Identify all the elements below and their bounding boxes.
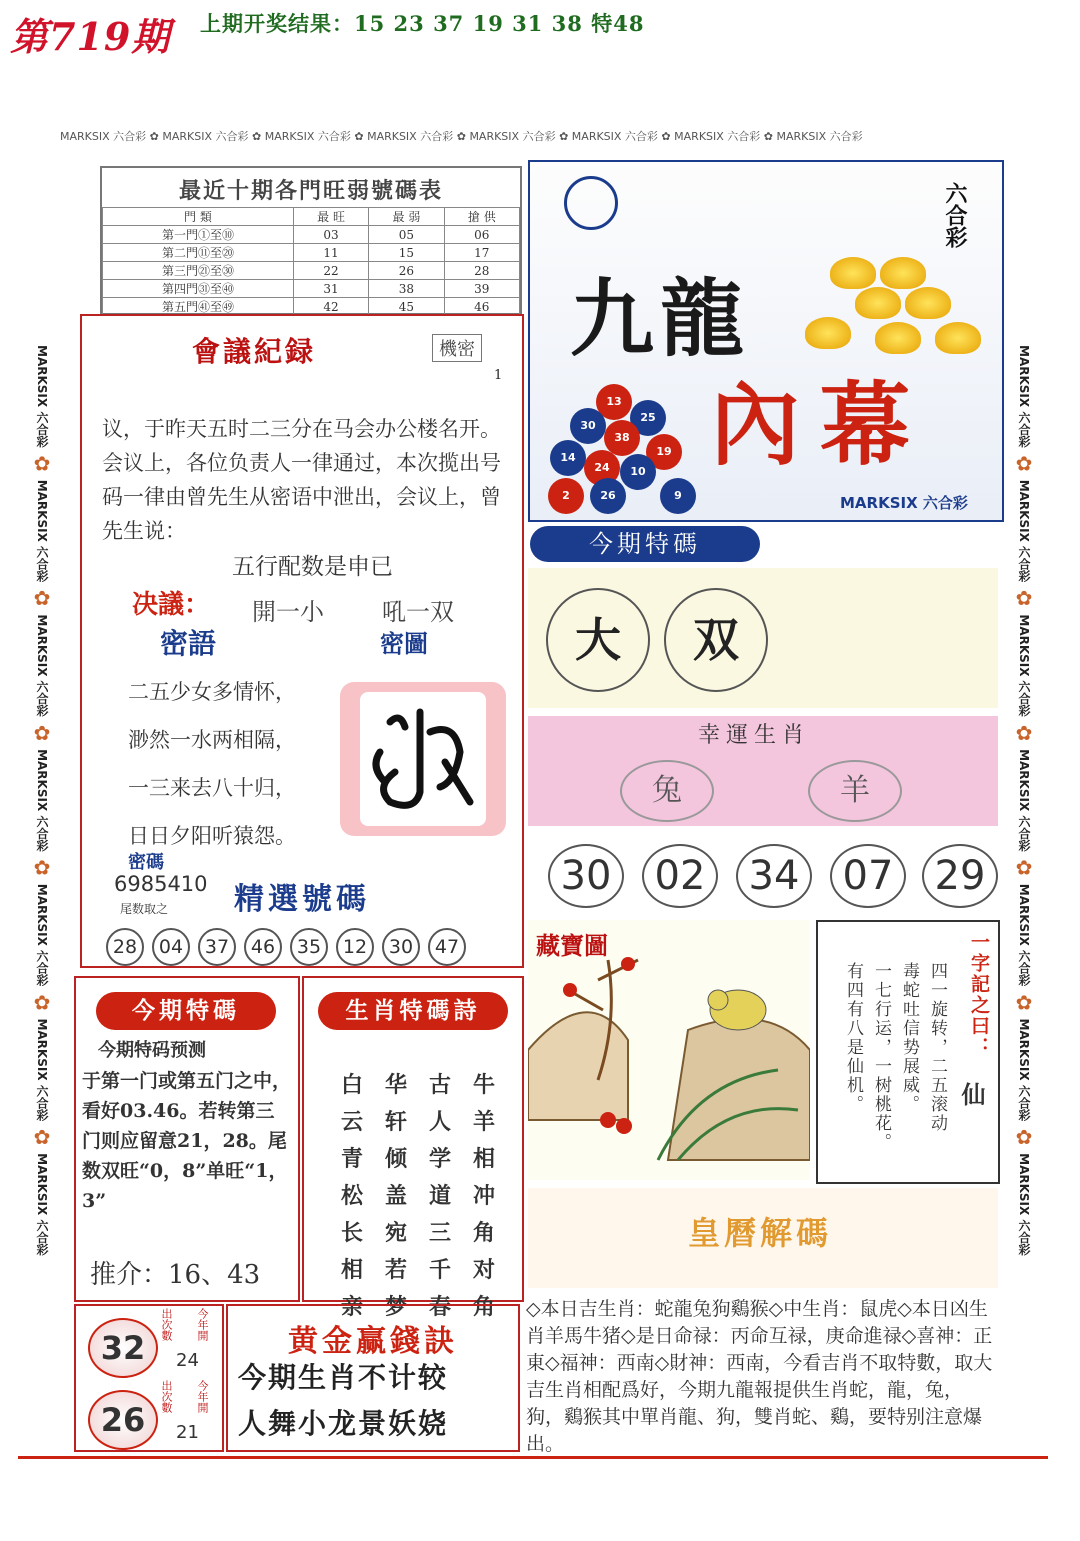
pool-ball: 25 (630, 400, 666, 436)
special-code-box (528, 568, 998, 708)
zodiac-poem-title: 生肖特碼詩 (318, 992, 508, 1030)
pool-ball: 9 (660, 478, 696, 514)
secret-poem: 二五少女多情怀， 渺然一水两相隔， 一三来去八十归， 日日夕阳听猿怨。 (128, 680, 296, 848)
poem-char: 学 (428, 1146, 451, 1172)
previous-result: 上期开奖结果：15 23 37 19 31 38 特48 (200, 11, 645, 36)
bottom-rule (18, 1456, 1048, 1459)
poem-char: 冲 (472, 1183, 495, 1209)
emblem-icon (564, 176, 618, 230)
number-ball: 04 (152, 928, 190, 966)
pool-ball: 26 (590, 478, 626, 514)
pool-ball: 10 (620, 454, 656, 490)
number-ball: 28 (106, 928, 144, 966)
meeting-title: 會議紀録 (192, 335, 317, 368)
table-row: 第四門㉛至㊵ 31 38 39 (103, 280, 520, 298)
poem-char: 长 (340, 1220, 363, 1246)
issue-number: 第719期 (10, 14, 171, 59)
treasure-map (528, 920, 810, 1180)
poem-char: 道 (428, 1183, 451, 1209)
poem-char: 古 (428, 1072, 451, 1098)
mima-note: 尾数取之 (120, 902, 169, 916)
poem-char: 牛 (472, 1072, 495, 1098)
resolve-label: 决議： (132, 590, 211, 620)
gold-line: 人舞小龙景妖娆 (238, 1407, 449, 1440)
poem-char: 松 (340, 1183, 363, 1209)
logo-title: 九龍 (570, 269, 751, 368)
number-ball: 12 (336, 928, 374, 966)
gold-ingot-icon (805, 317, 851, 349)
count-label: 出次數 (160, 1380, 173, 1413)
count-label: 今年開 (196, 1308, 209, 1341)
riddle-col: 一七行运，一树桃花。 (871, 962, 891, 1152)
riddle-col: 有四有八是仙机。 (843, 962, 863, 1114)
double-ball: 双 (664, 588, 768, 692)
pool-ball: 19 (646, 434, 682, 470)
pool-ball: 24 (584, 450, 620, 486)
mitu-label: 密圖 (380, 629, 428, 658)
count-ball: 26 (88, 1390, 158, 1450)
count-value: 24 (176, 1350, 199, 1371)
poem-char: 春 (428, 1294, 451, 1320)
prediction-body: 于第一门或第五门之中，看好03.46。若转第三门则应留意21，28。尾数双旺“0，8”单旺“1，3” (82, 1070, 292, 1212)
zodiac-poem (302, 976, 524, 1320)
gold-ingot-icon (935, 322, 981, 354)
riddle-col: 四一旋转，二五滚动 (927, 962, 947, 1133)
count-value: 21 (176, 1422, 199, 1443)
number-ball: 37 (198, 928, 236, 966)
big-ball: 大 (546, 588, 650, 692)
poem-char: 三 (428, 1220, 451, 1246)
almanac-body: ◇本日吉生肖：蛇龍兔狗鷄猴◇中生肖：鼠虎◇本日凶生肖羊馬牛猪◇是日命禄：丙命互禄，庚命進禄◇喜神：正東◇福神：西南◇財神：西南，今看吉肖不取特數，取大吉生肖相配爲好，今期九龍報提供生肖蛇，龍，兔，狗，鷄猴其中單肖龍、狗，雙肖蛇、鷄，要特别注意爆出。 (526, 1298, 993, 1455)
poem-char: 千 (428, 1257, 451, 1283)
poem-char: 对 (472, 1257, 495, 1283)
riddle-side: 一字記之曰： (968, 932, 990, 1058)
poem-char: 人 (428, 1109, 451, 1135)
meeting-record (80, 314, 524, 968)
gold-ingot-icon (855, 287, 901, 319)
poem-grid (330, 1068, 506, 1321)
lucky-title: 幸運生肖 (698, 723, 811, 748)
poem-char: 盖 (384, 1183, 407, 1209)
marksix-vertical: 六合彩 (942, 182, 968, 248)
top-border: MARKSIX 六合彩 ✿ MARKSIX 六合彩 ✿ MARKSIX 六合彩 ✿ MARKSIX 六合彩 ✿ MARKSIX 六合彩 ✿ MARKSIX 六合彩 ✿ MARKSIX 六合彩 ✿ MARKSIX 六合彩 (60, 130, 863, 143)
number-ball: 35 (290, 928, 328, 966)
number-ball: 47 (428, 928, 466, 966)
poem-char: 梦 (384, 1294, 407, 1320)
poem-char: 白 (340, 1072, 363, 1098)
recommend: 推介：16、43 (90, 1260, 261, 1290)
riddle-answer: 仙 (957, 1082, 986, 1108)
gold-ingot-icon (905, 287, 951, 319)
right-border: MARKSIX 六合彩 ✿ MARKSIX 六合彩 ✿ MARKSIX 六合彩 ✿ MARKSIX 六合彩 ✿ MARKSIX 六合彩 ✿ MARKSIX 六合彩 ✿ MARKSIX 六合彩 (1012, 344, 1036, 1256)
col-header: 搶 供 (444, 208, 519, 226)
meeting-body: 议，于昨天五时二三分在马会办公楼名开。会议上，各位负责人一律通过，本次揽出号码一律由曾先生从密语中泄出，会议上，曾先生说： (102, 417, 501, 543)
special-title: 今期特碼 (96, 992, 276, 1030)
logo-subtitle: 內幕 (710, 372, 930, 478)
marksix-footer: MARKSIX 六合彩 (840, 494, 968, 512)
poem-char: 云 (340, 1109, 363, 1135)
count-label: 出次數 (160, 1308, 173, 1341)
pool-ball: 14 (550, 440, 586, 476)
riddle-col: 毒蛇吐信势展威。 (899, 962, 919, 1114)
gold-ingot-icon (880, 257, 926, 289)
secret-picture (340, 682, 506, 836)
treasure-title: 藏寶圖 (536, 931, 608, 960)
wuxing-line: 五行配数是申已 (232, 554, 393, 580)
goat-icon: 羊 (808, 760, 902, 822)
secret-badge: 機密 (432, 334, 482, 362)
poem-char: 轩 (384, 1109, 407, 1135)
number-ball: 29 (922, 844, 998, 908)
poem-char: 华 (384, 1072, 407, 1098)
poem-char: 羊 (472, 1109, 495, 1135)
poem-char: 亲 (340, 1294, 363, 1320)
poem-char: 角 (472, 1220, 495, 1246)
pool-ball: 13 (596, 384, 632, 420)
almanac-header (528, 1188, 998, 1288)
mima-label: 密碼 (128, 852, 164, 873)
table-title: 最近十期各門旺弱號碼表 (178, 178, 443, 204)
resolve-2: 吼一双 (382, 598, 454, 626)
table-row: 第三門㉑至㉚ 22 26 28 (103, 262, 520, 280)
pool-ball: 30 (570, 408, 606, 444)
page-number: 1 (494, 368, 503, 383)
selected-numbers (106, 928, 466, 966)
nine-dragons-logo (528, 160, 1004, 522)
almanac-title: 皇曆解碼 (688, 1214, 833, 1252)
gold-tips (226, 1304, 520, 1452)
mima-number: 6985410 (114, 872, 208, 896)
miyu-label: 密語 (160, 627, 217, 660)
count-ball: 32 (88, 1318, 158, 1378)
left-border: MARKSIX 六合彩 ✿ MARKSIX 六合彩 ✿ MARKSIX 六合彩 ✿ MARKSIX 六合彩 ✿ MARKSIX 六合彩 ✿ MARKSIX 六合彩 ✿ MARKSIX 六合彩 (30, 344, 54, 1256)
poem-char: 相 (472, 1146, 495, 1172)
gold-line: 今期生肖不计较 (238, 1361, 449, 1394)
riddle-box (816, 920, 1000, 1184)
table-row: 第五門㊶至㊾ 42 45 46 (103, 298, 520, 316)
pool-ball: 38 (604, 420, 640, 456)
table-row: 第一門①至⑩ 03 05 06 (103, 226, 520, 244)
number-ball: 30 (382, 928, 420, 966)
gold-ingot-icon (875, 322, 921, 354)
calligraphy-icon (360, 692, 486, 826)
number-ball: 46 (244, 928, 282, 966)
count-label: 今年開 (196, 1380, 209, 1413)
poem-char: 青 (340, 1146, 363, 1172)
table-row: 第二門⑪至⑳ 11 15 17 (103, 244, 520, 262)
poem-char: 若 (384, 1257, 407, 1283)
col-header: 門 類 (103, 208, 294, 226)
selected-numbers-title: 精選號碼 (234, 882, 370, 917)
poem-char: 相 (340, 1257, 363, 1283)
special-prediction (74, 976, 300, 1302)
poem-char: 角 (472, 1294, 495, 1320)
count-numbers (74, 1304, 224, 1452)
resolve-1: 開一小 (252, 598, 324, 626)
gold-ingot-icon (830, 257, 876, 289)
poem-char: 宛 (384, 1220, 407, 1246)
number-ball: 02 (642, 844, 718, 908)
lucky-zodiac (528, 716, 998, 826)
number-ball: 34 (736, 844, 812, 908)
pool-ball: 2 (548, 478, 584, 514)
poem-char: 倾 (384, 1146, 407, 1172)
special-code-label: 今期特碼 (530, 526, 760, 562)
bird-painting-icon (528, 920, 810, 1180)
number-ball: 30 (548, 844, 624, 908)
number-ball: 07 (830, 844, 906, 908)
rabbit-icon: 兔 (620, 760, 714, 822)
col-header: 最 旺 (293, 208, 368, 226)
five-numbers (528, 836, 998, 916)
gate-table (100, 166, 522, 315)
col-header: 最 弱 (369, 208, 444, 226)
prediction-label: 今期特码预测 (98, 1040, 206, 1061)
gold-title: 黄金赢錢訣 (288, 1324, 458, 1359)
